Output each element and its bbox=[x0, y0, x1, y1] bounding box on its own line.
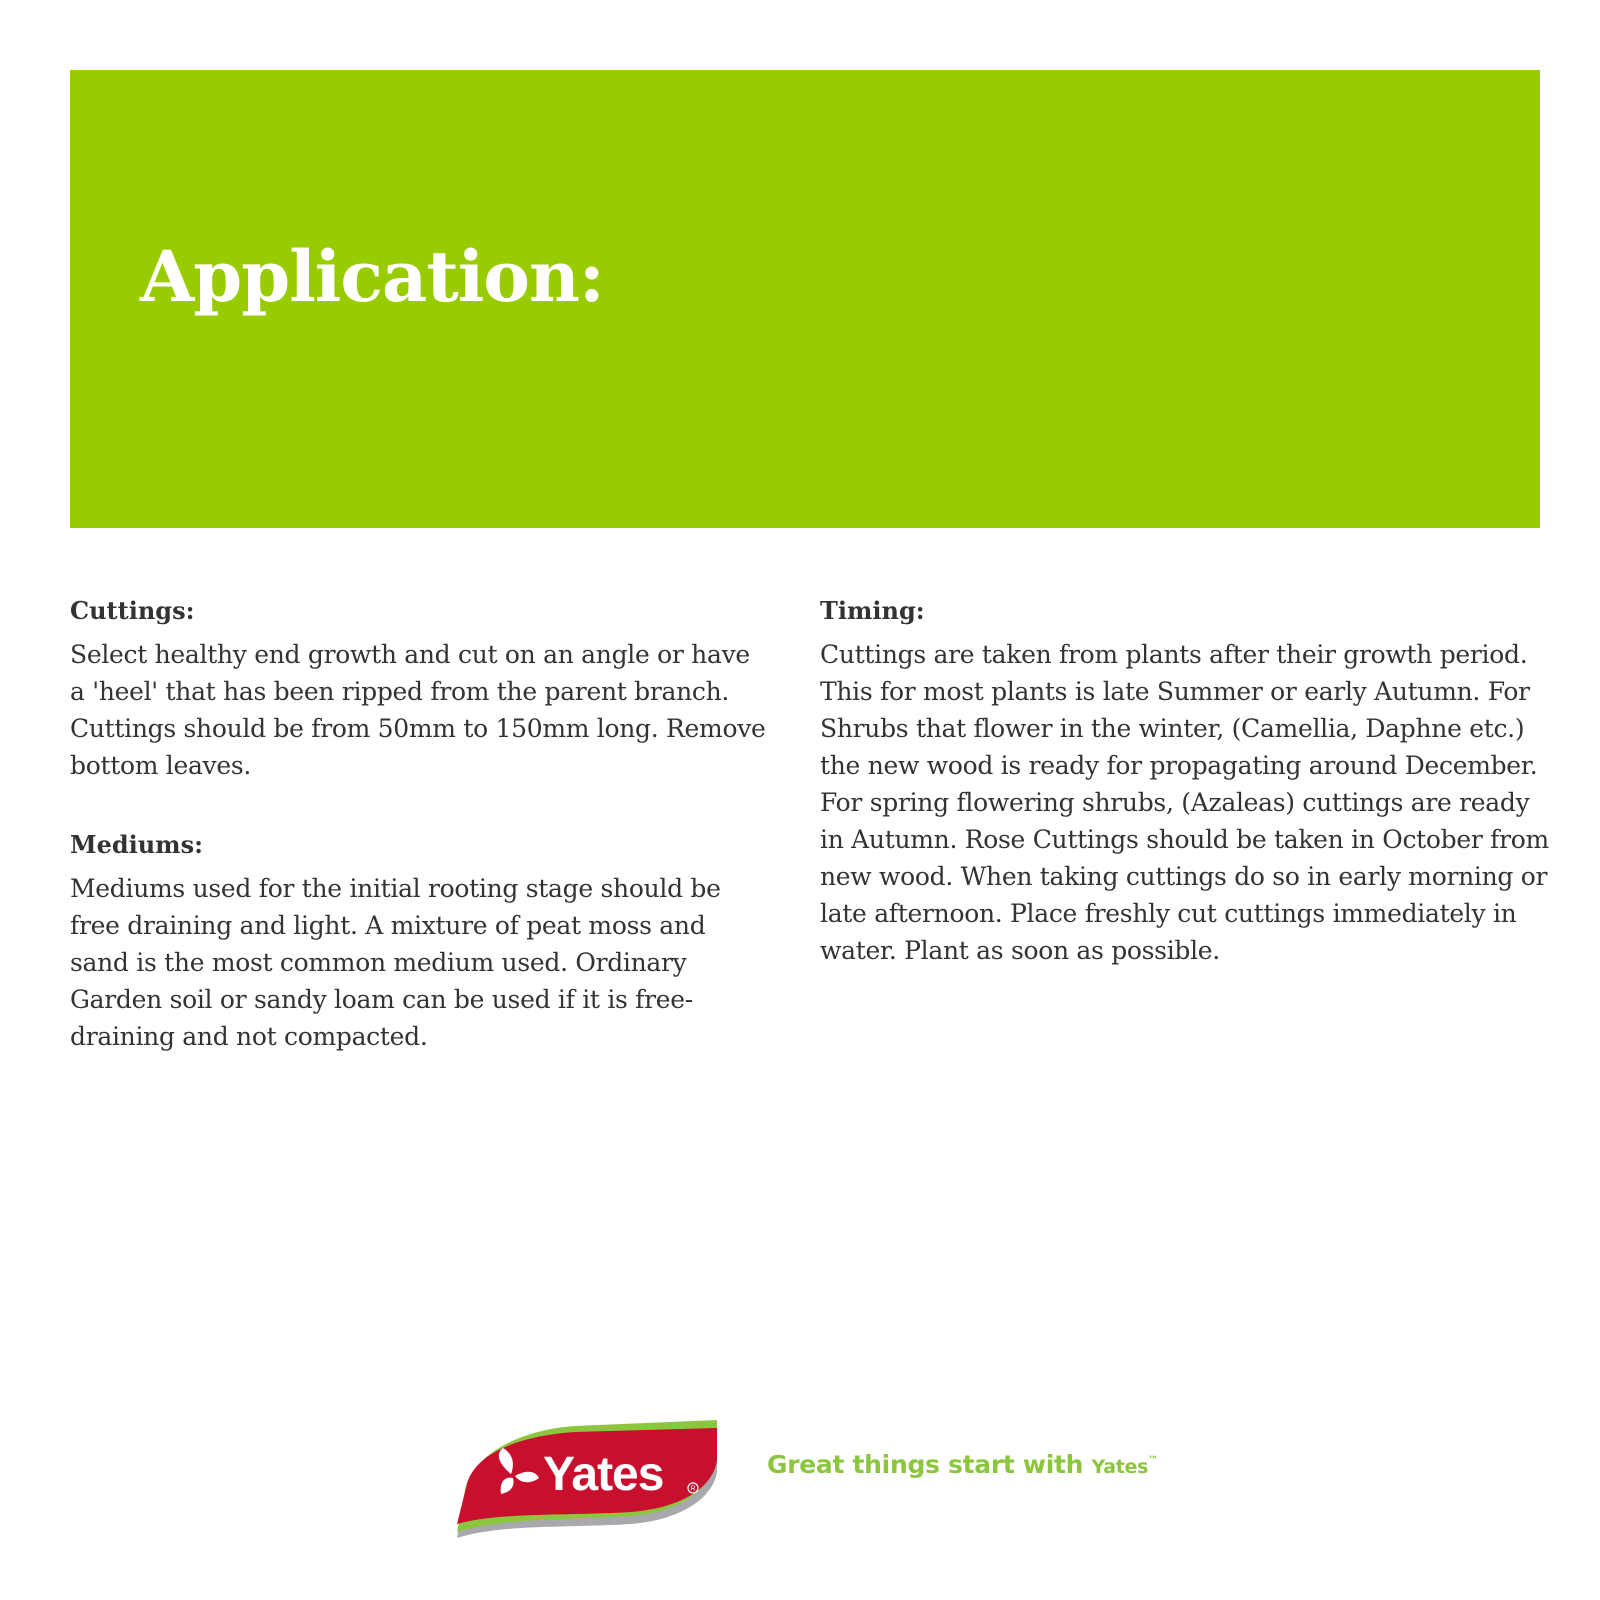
tagline bbox=[767, 1450, 1158, 1479]
right-column bbox=[820, 596, 1550, 1015]
svg-text:R: R bbox=[690, 1485, 696, 1493]
page-title: Application: bbox=[140, 235, 604, 318]
section-body-cuttings: Select healthy end growth and cut on an angle or have a 'heel' that has been ripped from the parent branch. Cuttings should be from 50mm to 150mm long. Remove bottom leaves. bbox=[70, 640, 766, 780]
logo-text: Yates bbox=[543, 1448, 664, 1501]
section-body-mediums: Mediums used for the initial rooting stage should be free draining and light. A mixture of peat moss and sand is the most common medium used. Ordinary Garden soil or sandy loam can be used if it is free-draining and not compacted. bbox=[70, 874, 721, 1051]
section-timing bbox=[820, 596, 1550, 969]
tagline-brand: Yates bbox=[1091, 1456, 1149, 1478]
section-mediums bbox=[70, 830, 770, 1055]
title-banner bbox=[70, 70, 1540, 528]
section-body-timing: Cuttings are taken from plants after their growth period. This for most plants is late Summer or early Autumn. For Shrubs that flower in the winter, (Camellia, Daphne etc.) the new wood is ready for propagating around December. For spring flowering shrubs, (Azaleas) cuttings are ready in Autumn. Rose Cuttings should be taken in October from new wood. When taking cuttings do so in early morning or late afternoon. Place freshly cut cuttings immediately in water. Plant as soon as possible. bbox=[820, 640, 1549, 965]
section-heading-mediums: Mediums: bbox=[70, 830, 203, 859]
trademark-mark: ™ bbox=[1148, 1455, 1158, 1466]
yates-logo-graphic bbox=[455, 1420, 755, 1540]
yates-logo bbox=[455, 1420, 755, 1540]
left-column bbox=[70, 596, 770, 1101]
section-heading-timing: Timing: bbox=[820, 596, 925, 625]
section-cuttings bbox=[70, 596, 770, 784]
section-heading-cuttings: Cuttings: bbox=[70, 596, 195, 625]
tagline-main: Great things start with bbox=[767, 1450, 1092, 1479]
